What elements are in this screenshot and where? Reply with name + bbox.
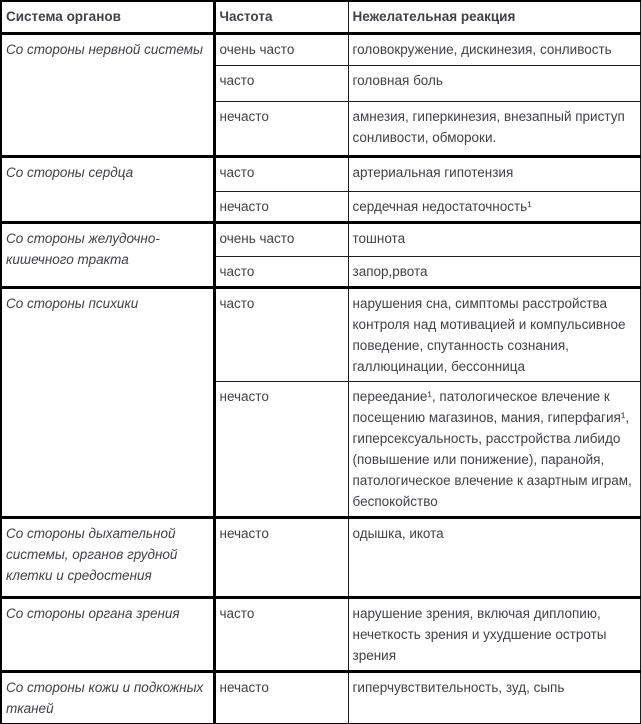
reaction-cell: артериальная гипотензия: [348, 156, 640, 191]
table-header-row: [1, 1, 640, 33]
frequency-cell: часто: [214, 65, 348, 101]
frequency-cell: очень часто: [214, 33, 348, 65]
frequency-cell: нечасто: [214, 191, 348, 222]
table-row: [1, 671, 640, 724]
organ-system-cell: Со стороны сердца: [1, 156, 214, 222]
column-header-frequency: Частота: [214, 1, 348, 33]
reaction-cell: гиперчувствительность, зуд, сыпь: [348, 671, 640, 724]
frequency-cell: очень часто: [214, 222, 348, 256]
frequency-cell: нечасто: [214, 517, 348, 597]
frequency-cell: нечасто: [214, 101, 348, 156]
table-row: [1, 156, 640, 191]
reaction-cell: переедание¹, патологическое влечение к посещению магазинов, мания, гиперфагия¹, гиперсексуальность, расстройства либидо (повышение или понижение), паранойя, патологическое влечение к азартным играм, беспокойство: [348, 381, 640, 517]
reaction-cell: запор,рвота: [348, 256, 640, 287]
frequency-cell: нечасто: [214, 381, 348, 517]
reaction-cell: амнезия, гиперкинезия, внезапный приступ сонливости, обмороки.: [348, 101, 640, 156]
table-row: [1, 597, 640, 671]
organ-system-cell: Со стороны психики: [1, 287, 214, 517]
reaction-cell: головная боль: [348, 65, 640, 101]
frequency-cell: часто: [214, 597, 348, 671]
table-row: [1, 222, 640, 256]
column-header-organ-system: Система органов: [1, 1, 214, 33]
table-row: [1, 287, 640, 381]
reaction-cell: головокружение, дискинезия, сонливость: [348, 33, 640, 65]
organ-system-cell: Со стороны дыхательной системы, органов грудной клетки и средостения: [1, 517, 214, 597]
table-row: [1, 517, 640, 597]
reaction-cell: нарушения сна, симптомы расстройства контроля над мотивацией и компульсивное поведение, спутанность сознания, галлюцинации, бессонница: [348, 287, 640, 381]
table-row: [1, 33, 640, 65]
organ-system-cell: Со стороны кожи и подкожных тканей: [1, 671, 214, 724]
reaction-cell: одышка, икота: [348, 517, 640, 597]
frequency-cell: часто: [214, 156, 348, 191]
column-header-reaction: Нежелательная реакция: [348, 1, 640, 33]
reaction-cell: сердечная недостаточность¹: [348, 191, 640, 222]
frequency-cell: часто: [214, 256, 348, 287]
reaction-cell: нарушение зрения, включая диплопию, нечеткость зрения и ухудшение остроты зрения: [348, 597, 640, 671]
organ-system-cell: Со стороны нервной системы: [1, 33, 214, 156]
organ-system-cell: Со стороны органа зрения: [1, 597, 214, 671]
organ-system-cell: Со стороны желудочно-кишечного тракта: [1, 222, 214, 287]
frequency-cell: нечасто: [214, 671, 348, 724]
frequency-cell: часто: [214, 287, 348, 381]
reaction-cell: тошнота: [348, 222, 640, 256]
